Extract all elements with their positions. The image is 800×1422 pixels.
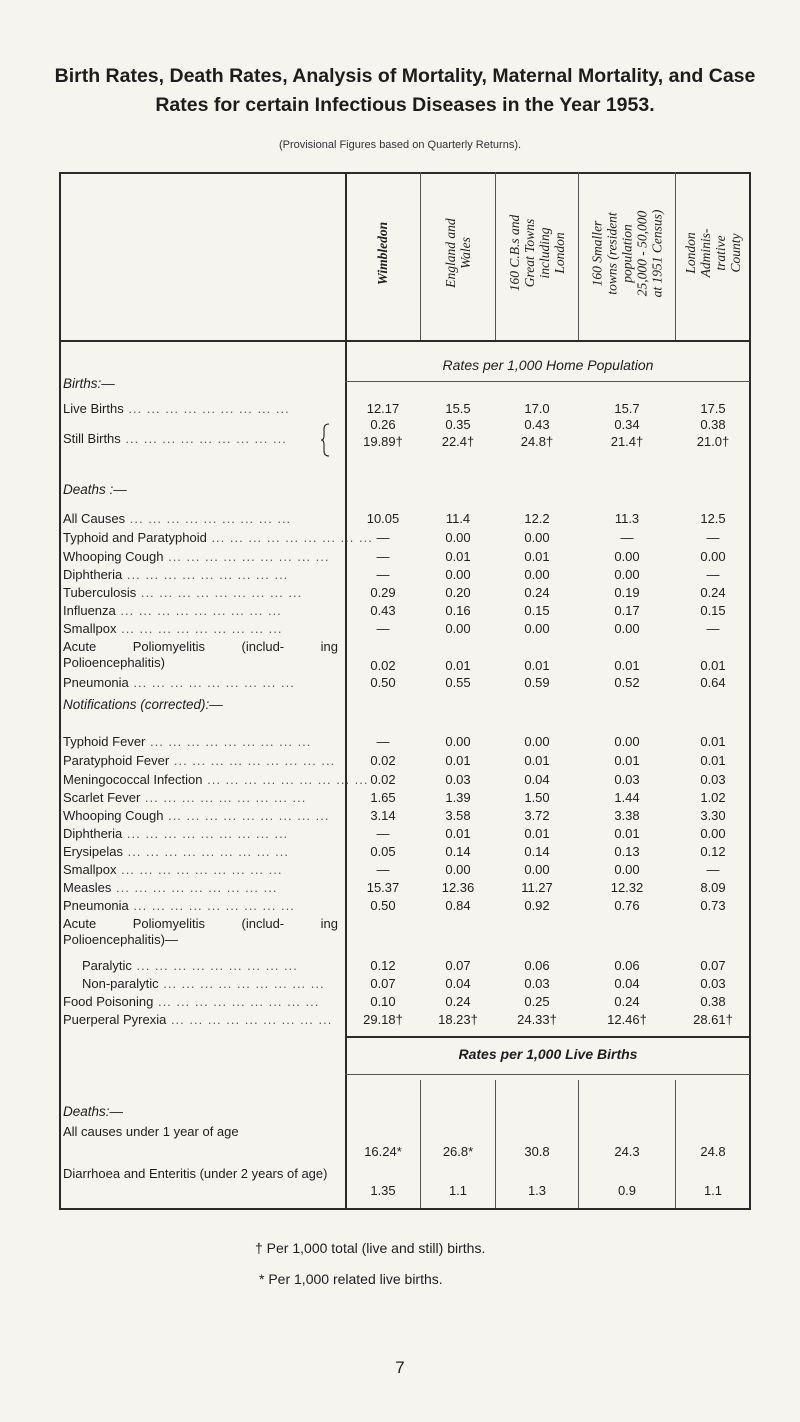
row-label-text: All Causes (63, 511, 126, 526)
row-label (63, 1166, 338, 1182)
section-divider (345, 1036, 750, 1038)
table-cell: 17.5 (700, 401, 726, 416)
table-cell: 11.27 (521, 880, 553, 895)
table-cell: 0.00 (614, 549, 640, 564)
table-cell: 0.00 (614, 567, 640, 582)
table-cell: 15.7 (614, 401, 640, 416)
row-label-text: Pneumonia (63, 675, 129, 690)
column-header (346, 178, 420, 328)
table-cell: 11.3 (614, 511, 640, 526)
row-label-text: Tuberculosis (63, 585, 137, 600)
table-cell: 0.03 (700, 772, 726, 787)
leader-dots: ... ... ... ... ... ... ... ... ... (122, 844, 289, 859)
table-cell: 0.01 (524, 658, 550, 673)
table-cell: 29.18† (363, 1012, 403, 1027)
footnote-dagger: † Per 1,000 total (live and still) births. (255, 1240, 486, 1256)
table-cell: 24.3 (614, 1144, 640, 1159)
row-label (63, 994, 338, 1010)
table-cell: — (376, 567, 390, 582)
leader-dots: ... ... ... ... ... ... ... ... ... (120, 431, 287, 446)
leader-dots: ... ... ... ... ... ... ... ... ... (125, 511, 292, 526)
row-label (63, 603, 338, 619)
leader-dots: ... ... ... ... ... ... ... ... ... (202, 772, 369, 787)
group-label-infant-deaths: Deaths:— (63, 1104, 124, 1119)
table-cell: 0.00 (445, 530, 471, 545)
table-cell: 0.01 (700, 658, 726, 673)
table-cell: 0.38 (700, 417, 726, 432)
row-label-text: Non-paralytic (82, 976, 159, 991)
row-label (63, 826, 338, 842)
leader-dots: ... ... ... ... ... ... ... ... ... (136, 585, 303, 600)
table-cell: 24.8† (520, 434, 554, 449)
row-label-text: Scarlet Fever (63, 790, 141, 805)
column-header (579, 178, 675, 328)
table-cell: 3.14 (370, 808, 396, 823)
leader-dots: ... ... ... ... ... ... ... ... ... (163, 549, 330, 564)
row-label (63, 675, 338, 691)
table-bottom-border (59, 1208, 751, 1210)
table-cell: 0.43 (524, 417, 550, 432)
table-cell: 1.1 (703, 1183, 723, 1198)
table-cell: 22.4† (441, 434, 475, 449)
column-header-label: Wimbledon (375, 221, 391, 285)
table-cell: 0.01 (614, 658, 640, 673)
table-cell: 1.44 (614, 790, 640, 805)
table-cell: 0.14 (524, 844, 550, 859)
table-cell: 0.38 (700, 994, 726, 1009)
table-cell: 0.76 (614, 898, 640, 913)
table-cell: 0.04 (445, 976, 471, 991)
table-cell: 0.00 (445, 567, 471, 582)
row-label (63, 916, 338, 948)
row-label (63, 511, 338, 527)
row-label-text: Puerperal Pyrexia (63, 1012, 167, 1027)
row-label (63, 585, 338, 601)
leader-dots: ... ... ... ... ... ... ... ... ... (116, 621, 283, 636)
table-cell: 0.59 (524, 675, 550, 690)
table-cell: 30.8 (524, 1144, 550, 1159)
table-cell: — (706, 621, 720, 636)
table-cell: 3.38 (614, 808, 640, 823)
table-cell: 26.8* (442, 1144, 474, 1159)
row-label-text: Food Poisoning (63, 994, 154, 1009)
table-cell: 0.26 (370, 417, 396, 432)
table-left-border (59, 172, 61, 1210)
table-cell: 0.01 (445, 826, 471, 841)
column-header-label: 160 C.B.s and Great Towns including London (507, 214, 567, 292)
table-cell: 0.03 (524, 976, 550, 991)
table-cell: 0.24 (524, 585, 550, 600)
column-header-label: 160 Smaller towns (resident population 25,000 - 50,000 at 1951 Census) (589, 209, 665, 297)
table-cell: 0.14 (445, 844, 471, 859)
table-cell: 0.00 (700, 549, 726, 564)
table-cell: 1.50 (524, 790, 550, 805)
table-cell: 0.07 (700, 958, 726, 973)
row-label (63, 844, 338, 860)
table-cell: 24.33† (517, 1012, 557, 1027)
table-cell: 0.29 (370, 585, 396, 600)
row-label-text: Pneumonia (63, 898, 129, 913)
row-label-text: Diphtheria (63, 567, 123, 582)
table-cell: 0.00 (445, 862, 471, 877)
leader-dots: ... ... ... ... ... ... ... ... ... (122, 567, 289, 582)
table-cell: 21.0† (696, 434, 730, 449)
leader-dots: ... ... ... ... ... ... ... ... ... (128, 898, 295, 913)
table-cell: 0.01 (445, 658, 471, 673)
section-caption-live-births: Rates per 1,000 Live Births (458, 1046, 638, 1062)
table-cell: 1.3 (527, 1183, 547, 1198)
column-header-label: England and Wales (443, 218, 473, 288)
table-cell: — (376, 549, 390, 564)
table-cell: 0.00 (445, 621, 471, 636)
table-cell: 0.00 (524, 530, 550, 545)
table-cell: 0.00 (445, 734, 471, 749)
table-cell: 0.00 (700, 826, 726, 841)
leader-dots: ... ... ... ... ... ... ... ... ... (111, 880, 278, 895)
group-label-births: Births:— (63, 376, 115, 391)
table-cell: 0.07 (445, 958, 471, 973)
leader-dots: ... ... ... ... ... ... ... ... ... (122, 826, 289, 841)
row-label-text: Smallpox (63, 862, 117, 877)
section-divider (345, 381, 750, 382)
row-label (63, 621, 338, 637)
table-cell: 3.30 (700, 808, 726, 823)
table-cell: 0.24 (700, 585, 726, 600)
row-label-text: Diarrhoea and Enteritis (under 2 years of age) (63, 1166, 328, 1181)
table-cell: 0.00 (614, 862, 640, 877)
row-label-text: Acute Poliomyelitis (includ- ing Polioencephalitis)— (63, 916, 338, 947)
table-cell: 0.00 (524, 567, 550, 582)
row-label (63, 1124, 338, 1140)
leader-dots: ... ... ... ... ... ... ... ... ... (169, 753, 336, 768)
row-label-text: Paralytic (82, 958, 132, 973)
table-cell: 0.01 (445, 549, 471, 564)
table-cell: 1.39 (445, 790, 471, 805)
table-cell: 0.12 (370, 958, 396, 973)
row-label (63, 862, 338, 878)
row-label (63, 880, 338, 896)
section-divider (345, 1074, 750, 1075)
table-cell: 11.4 (445, 511, 471, 526)
table-cell: — (706, 567, 720, 582)
row-label (63, 898, 338, 914)
table-cell: 0.05 (370, 844, 396, 859)
leader-dots: ... ... ... ... ... ... ... ... ... (145, 734, 312, 749)
row-label (63, 808, 338, 824)
table-cell: 12.36 (441, 880, 475, 895)
table-cell: 0.02 (370, 772, 396, 787)
row-label-text: Whooping Cough (63, 549, 164, 564)
leader-dots: ... ... ... ... ... ... ... ... ... (206, 530, 373, 545)
table-cell: 0.34 (614, 417, 640, 432)
table-cell: 0.43 (370, 603, 396, 618)
leader-dots: ... ... ... ... ... ... ... ... ... (166, 1012, 333, 1027)
row-label-text: Erysipelas (63, 844, 123, 859)
table-cell: 0.20 (445, 585, 471, 600)
table-cell: — (376, 734, 390, 749)
table-cell: 0.24 (445, 994, 471, 1009)
row-label-text: Meningococcal Infection (63, 772, 203, 787)
table-cell: 0.03 (445, 772, 471, 787)
table-cell: — (706, 862, 720, 877)
table-cell: 0.55 (445, 675, 471, 690)
table-cell: — (376, 826, 390, 841)
table-cell: — (376, 862, 390, 877)
table-cell: 0.01 (524, 753, 550, 768)
table-cell: 16.24* (364, 1144, 402, 1159)
table-cell: 0.01 (700, 753, 726, 768)
row-label (63, 530, 373, 546)
leader-dots: ... ... ... ... ... ... ... ... ... (140, 790, 307, 805)
footnote-asterisk: * Per 1,000 related live births. (259, 1271, 443, 1287)
table-cell: — (376, 530, 390, 545)
table-cell: 24.8 (700, 1144, 726, 1159)
row-label-text: Live Births (63, 401, 124, 416)
row-label (63, 790, 338, 806)
row-label-text: Smallpox (63, 621, 117, 636)
table-cell: 0.50 (370, 898, 396, 913)
body-col-divider (578, 1080, 579, 1208)
table-cell: 28.61† (693, 1012, 733, 1027)
table-cell: 0.00 (524, 621, 550, 636)
table-cell: 0.10 (370, 994, 396, 1009)
group-label-deaths: Deaths :— (63, 482, 127, 497)
row-label (82, 976, 338, 992)
leader-dots: ... ... ... ... ... ... ... ... ... (131, 958, 298, 973)
row-label-text: Diphtheria (63, 826, 123, 841)
leader-dots: ... ... ... ... ... ... ... ... ... (163, 808, 330, 823)
row-label-text: Typhoid and Paratyphoid (63, 530, 207, 545)
row-label-text: Paratyphoid Fever (63, 753, 170, 768)
leader-dots: ... ... ... ... ... ... ... ... ... (128, 675, 295, 690)
column-header (421, 178, 495, 328)
table-cell: — (376, 621, 390, 636)
row-label (63, 734, 338, 750)
table-cell: 0.00 (524, 862, 550, 877)
group-label-notifications: Notifications (corrected):— (63, 697, 223, 712)
table-cell: 0.92 (524, 898, 550, 913)
row-label-text: Still Births (63, 431, 121, 446)
table-cell: 0.02 (370, 753, 396, 768)
table-cell: 12.2 (524, 511, 550, 526)
row-label (63, 549, 338, 565)
table-cell: 0.07 (370, 976, 396, 991)
leader-dots: ... ... ... ... ... ... ... ... ... (123, 401, 290, 416)
row-label (63, 431, 338, 447)
table-cell: 0.00 (614, 621, 640, 636)
page-number: 7 (395, 1358, 405, 1377)
table-cell: 0.52 (614, 675, 640, 690)
table-cell: 0.06 (614, 958, 640, 973)
table-cell: 10.05 (366, 511, 400, 526)
table-cell: 0.00 (614, 734, 640, 749)
table-cell: 0.12 (700, 844, 726, 859)
table-cell: 0.02 (370, 658, 396, 673)
table-cell: 12.32 (610, 880, 644, 895)
table-cell: 0.9 (617, 1183, 637, 1198)
row-label-text: Measles (63, 880, 112, 895)
table-cell: 0.15 (524, 603, 550, 618)
row-label (63, 772, 369, 788)
row-label-text: Influenza (63, 603, 116, 618)
table-cell: 12.17 (366, 401, 400, 416)
table-cell: 0.50 (370, 675, 396, 690)
table-cell: 0.25 (524, 994, 550, 1009)
table-cell: 15.37 (366, 880, 400, 895)
table-cell: 0.73 (700, 898, 726, 913)
table-cell: 0.19 (614, 585, 640, 600)
table-cell: 3.72 (524, 808, 550, 823)
table-cell: 1.65 (370, 790, 396, 805)
row-label (63, 401, 338, 417)
row-label-text: Whooping Cough (63, 808, 164, 823)
table-cell: 0.04 (524, 772, 550, 787)
table-cell: 0.01 (524, 549, 550, 564)
row-label-text: Typhoid Fever (63, 734, 146, 749)
table-cell: 0.17 (614, 603, 640, 618)
table-cell: 0.64 (700, 675, 726, 690)
table-cell: 0.84 (445, 898, 471, 913)
row-label-text: Acute Poliomyelitis (includ- ing Polioencephalitis) (63, 639, 338, 670)
row-label (63, 753, 338, 769)
table-cell: 0.01 (614, 826, 640, 841)
row-label (63, 1012, 338, 1028)
column-header-label: London Adminis- trative County (683, 228, 743, 278)
table-cell: 3.58 (445, 808, 471, 823)
table-cell: 0.01 (700, 734, 726, 749)
row-label (63, 639, 338, 671)
table-cell: 0.35 (445, 417, 471, 432)
leader-dots: ... ... ... ... ... ... ... ... ... (115, 603, 282, 618)
table-cell: 21.4† (610, 434, 644, 449)
table-cell: 1.35 (370, 1183, 396, 1198)
table-cell: — (620, 530, 634, 545)
leader-dots: ... ... ... ... ... ... ... ... ... (116, 862, 283, 877)
table-cell: 12.5 (700, 511, 726, 526)
row-label (63, 567, 338, 583)
page-subtitle: (Provisional Figures based on Quarterly Returns). (278, 139, 522, 151)
section-caption-home-population: Rates per 1,000 Home Population (442, 357, 654, 373)
table-cell: 15.5 (445, 401, 471, 416)
row-label-text: All causes under 1 year of age (63, 1124, 239, 1139)
table-cell: 0.24 (614, 994, 640, 1009)
table-cell: 8.09 (700, 880, 726, 895)
header-divider (59, 340, 751, 342)
row-label (82, 958, 338, 974)
table-cell: 0.04 (614, 976, 640, 991)
table-cell: 18.23† (438, 1012, 478, 1027)
table-cell: 0.00 (524, 734, 550, 749)
table-top-border (59, 172, 751, 174)
table-cell: 0.01 (445, 753, 471, 768)
table-cell: 0.01 (524, 826, 550, 841)
column-header (676, 178, 750, 328)
page-title: Birth Rates, Death Rates, Analysis of Mortality, Maternal Mortality, and Case Rates for certain Infectious Diseases in the Year 1953. (54, 65, 756, 116)
table-cell: 0.03 (700, 976, 726, 991)
table-cell: 0.15 (700, 603, 726, 618)
column-header (496, 178, 578, 328)
leader-dots: ... ... ... ... ... ... ... ... ... (158, 976, 325, 991)
leader-dots: ... ... ... ... ... ... ... ... ... (153, 994, 320, 1009)
table-cell: 1.02 (700, 790, 726, 805)
table-cell: — (706, 530, 720, 545)
table-cell: 0.16 (445, 603, 471, 618)
table-cell: 0.13 (614, 844, 640, 859)
table-cell: 0.01 (614, 753, 640, 768)
table-cell: 19.89† (363, 434, 403, 449)
table-cell: 0.06 (524, 958, 550, 973)
table-cell: 1.1 (448, 1183, 468, 1198)
table-cell: 0.03 (614, 772, 640, 787)
table-cell: 12.46† (607, 1012, 647, 1027)
table-cell: 17.0 (524, 401, 550, 416)
